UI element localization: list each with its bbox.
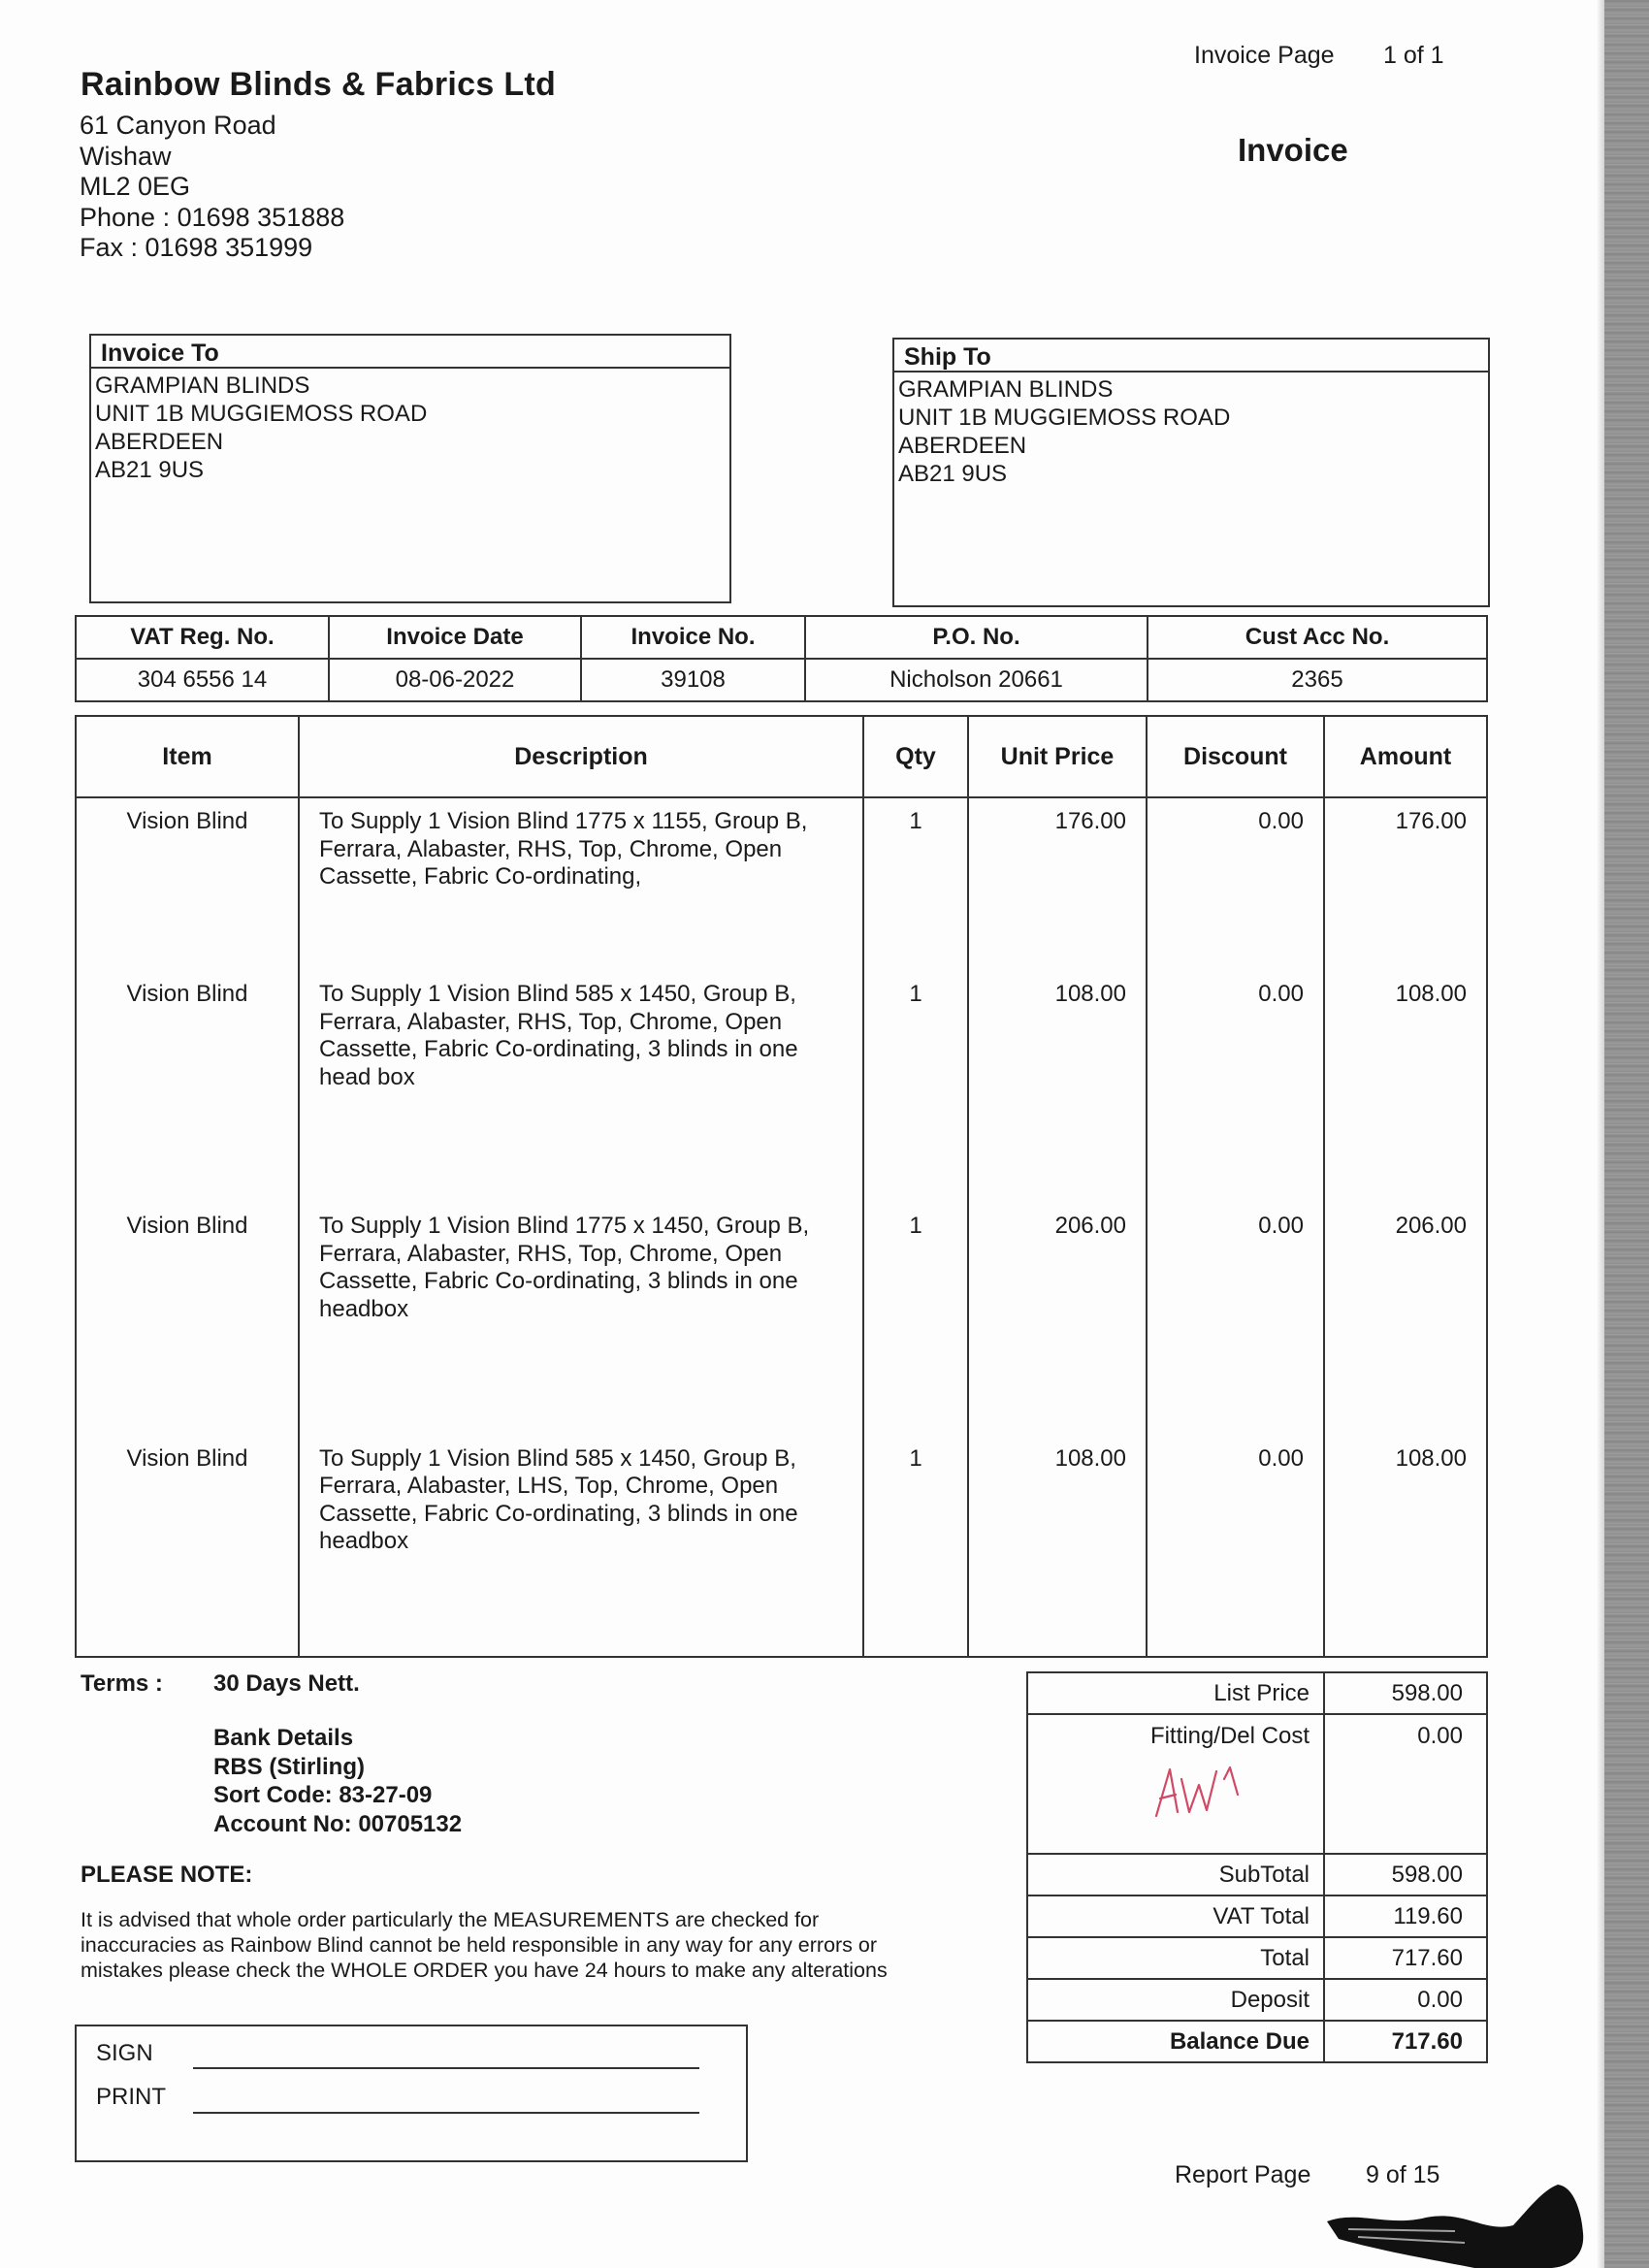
signature-box <box>75 2025 748 2162</box>
qty-header: Qty <box>863 716 968 797</box>
unit-price-cell: 108.00 <box>968 971 1147 1203</box>
qty-cell: 1 <box>863 1203 968 1435</box>
discount-cell: 0.00 <box>1147 1436 1324 1657</box>
table-row <box>76 971 1487 1203</box>
vat-total-row <box>1027 1895 1487 1937</box>
description-line: Ferrara, Alabaster, LHS, Top, Chrome, Open <box>319 1473 779 1500</box>
item-cell: Vision Blind <box>76 1203 299 1435</box>
vat-total-label: VAT Total <box>1027 1895 1324 1937</box>
note-line: inaccuracies as Rainbow Blind cannot be held responsible in any way for any errors or <box>81 1933 878 1957</box>
company-name: Rainbow Blinds & Fabrics Ltd <box>81 66 557 103</box>
address-line: AB21 9US <box>898 461 1008 487</box>
invoice-to-heading: Invoice To <box>91 336 729 369</box>
address-line: GRAMPIAN BLINDS <box>898 376 1114 403</box>
discount-header: Discount <box>1147 716 1324 797</box>
address-line: 61 Canyon Road <box>80 111 276 140</box>
unit-price-cell: 176.00 <box>968 797 1147 971</box>
address-line: ML2 0EG <box>80 172 191 201</box>
description-line: Ferrara, Alabaster, RHS, Top, Chrome, Open <box>319 1008 783 1035</box>
description-line: headbox <box>319 1528 409 1555</box>
deposit-label: Deposit <box>1027 1979 1324 2021</box>
invoice-date-value: 08-06-2022 <box>329 659 581 701</box>
cust-acc-value: 2365 <box>1148 659 1487 701</box>
amount-cell: 108.00 <box>1324 1436 1487 1657</box>
subtotal-value: 598.00 <box>1324 1854 1487 1895</box>
discount-cell: 0.00 <box>1147 797 1324 971</box>
totals-table <box>1026 1671 1488 2063</box>
list-price-label: List Price <box>1027 1672 1324 1714</box>
ship-to-address <box>894 373 1488 491</box>
subtotal-label: SubTotal <box>1027 1854 1324 1895</box>
description-cell <box>299 1436 863 1657</box>
please-note-text <box>81 1907 983 1983</box>
document-title: Invoice <box>1238 132 1348 168</box>
address-line: UNIT 1B MUGGIEMOSS ROAD <box>898 405 1231 431</box>
scan-edge <box>1604 0 1649 2268</box>
unit-price-cell: 108.00 <box>968 1436 1147 1657</box>
table-row <box>76 1436 1487 1657</box>
balance-due-row <box>1027 2021 1487 2062</box>
amount-header: Amount <box>1324 716 1487 797</box>
item-header: Item <box>76 716 299 797</box>
fitting-cell <box>1027 1714 1324 1854</box>
description-line: To Supply 1 Vision Blind 1775 x 1450, Group B, <box>319 1213 810 1240</box>
fitting-value: 0.00 <box>1324 1714 1487 1854</box>
fitting-label: Fitting/Del Cost <box>1149 1723 1310 1749</box>
print-label: PRINT <box>96 2084 166 2110</box>
po-no-value: Nicholson 20661 <box>805 659 1148 701</box>
description-line: headbox <box>319 1295 409 1322</box>
invoice-to-address <box>91 369 729 487</box>
address-line: UNIT 1B MUGGIEMOSS ROAD <box>95 401 428 427</box>
bank-line: Bank Details <box>213 1725 354 1751</box>
description-line: To Supply 1 Vision Blind 585 x 1450, Group B, <box>319 1444 796 1472</box>
subtotal-row <box>1027 1854 1487 1895</box>
description-line: Ferrara, Alabaster, RHS, Top, Chrome, Open <box>319 1240 783 1267</box>
balance-due-label: Balance Due <box>1027 2021 1324 2062</box>
terms-value: 30 Days Nett. <box>213 1670 360 1697</box>
ship-to-box <box>892 338 1490 607</box>
unit-price-header: Unit Price <box>968 716 1147 797</box>
table-row <box>76 1203 1487 1435</box>
description-header: Description <box>299 716 863 797</box>
description-line: Cassette, Fabric Co-ordinating, 3 blinds in one <box>319 1036 798 1063</box>
description-line: head box <box>319 1063 415 1090</box>
item-cell: Vision Blind <box>76 797 299 971</box>
address-line: Wishaw <box>80 141 172 171</box>
note-line: It is advised that whole order particularly the MEASUREMENTS are checked for <box>81 1908 820 1931</box>
discount-cell: 0.00 <box>1147 971 1324 1203</box>
deposit-row <box>1027 1979 1487 2021</box>
description-line: To Supply 1 Vision Blind 1775 x 1155, Group B, <box>319 808 808 835</box>
invoice-date-header: Invoice Date <box>329 616 581 659</box>
description-cell <box>299 797 863 971</box>
vat-total-value: 119.60 <box>1324 1895 1487 1937</box>
total-row <box>1027 1937 1487 1979</box>
invoice-page-value: 1 of 1 <box>1383 42 1444 69</box>
invoice-info-table <box>75 615 1488 702</box>
print-line[interactable] <box>193 2112 699 2114</box>
ink-smudge <box>1319 2171 1600 2268</box>
item-cell: Vision Blind <box>76 971 299 1203</box>
fitting-row <box>1027 1714 1487 1854</box>
ship-to-heading: Ship To <box>894 340 1488 373</box>
balance-due-value: 717.60 <box>1324 2021 1487 2062</box>
discount-cell: 0.00 <box>1147 1203 1324 1435</box>
qty-cell: 1 <box>863 1436 968 1657</box>
table-row <box>76 797 1487 971</box>
report-page-label: Report Page <box>1175 2161 1311 2188</box>
report-page-value: 9 of 15 <box>1366 2161 1440 2188</box>
company-phone: Phone : 01698 351888 <box>80 202 345 232</box>
amount-cell: 108.00 <box>1324 971 1487 1203</box>
description-cell <box>299 1203 863 1435</box>
vat-reg-header: VAT Reg. No. <box>76 616 329 659</box>
list-price-value: 598.00 <box>1324 1672 1487 1714</box>
unit-price-cell: 206.00 <box>968 1203 1147 1435</box>
description-cell <box>299 971 863 1203</box>
qty-cell: 1 <box>863 971 968 1203</box>
vat-reg-value: 304 6556 14 <box>76 659 329 701</box>
invoice-to-box <box>89 334 731 603</box>
description-line: Ferrara, Alabaster, RHS, Top, Chrome, Open <box>319 835 783 862</box>
bank-details <box>213 1724 462 1838</box>
total-label: Total <box>1027 1937 1324 1979</box>
list-price-row <box>1027 1672 1487 1714</box>
description-line: Cassette, Fabric Co-ordinating, 3 blinds in one <box>319 1268 798 1295</box>
note-line: mistakes please check the WHOLE ORDER you have 24 hours to make any alterations <box>81 1959 888 1982</box>
company-address <box>80 111 344 264</box>
po-no-header: P.O. No. <box>805 616 1148 659</box>
invoice-page-label: Invoice Page <box>1194 42 1335 69</box>
item-cell: Vision Blind <box>76 1436 299 1657</box>
address-line: GRAMPIAN BLINDS <box>95 373 310 399</box>
description-line: Cassette, Fabric Co-ordinating, 3 blinds in one <box>319 1500 798 1527</box>
address-line: ABERDEEN <box>898 433 1027 459</box>
please-note-heading: PLEASE NOTE: <box>81 1862 253 1888</box>
qty-cell: 1 <box>863 797 968 971</box>
cust-acc-header: Cust Acc No. <box>1148 616 1487 659</box>
sign-label: SIGN <box>96 2040 153 2066</box>
handwritten-initials <box>1148 1756 1255 1824</box>
description-line: Cassette, Fabric Co-ordinating, <box>319 863 642 891</box>
invoice-no-header: Invoice No. <box>581 616 805 659</box>
amount-cell: 176.00 <box>1324 797 1487 971</box>
invoice-no-value: 39108 <box>581 659 805 701</box>
bank-line: Account No: 00705132 <box>213 1810 463 1837</box>
bank-line: RBS (Stirling) <box>213 1753 365 1780</box>
total-value: 717.60 <box>1324 1937 1487 1979</box>
line-items-table <box>75 715 1488 1658</box>
bank-line: Sort Code: 83-27-09 <box>213 1782 433 1808</box>
amount-cell: 206.00 <box>1324 1203 1487 1435</box>
terms-label: Terms : <box>81 1670 163 1697</box>
description-line: To Supply 1 Vision Blind 585 x 1450, Group B, <box>319 981 796 1008</box>
deposit-value: 0.00 <box>1324 1979 1487 2021</box>
address-line: AB21 9US <box>95 457 205 483</box>
address-line: ABERDEEN <box>95 429 224 455</box>
sign-line[interactable] <box>193 2067 699 2069</box>
company-fax: Fax : 01698 351999 <box>80 233 313 262</box>
